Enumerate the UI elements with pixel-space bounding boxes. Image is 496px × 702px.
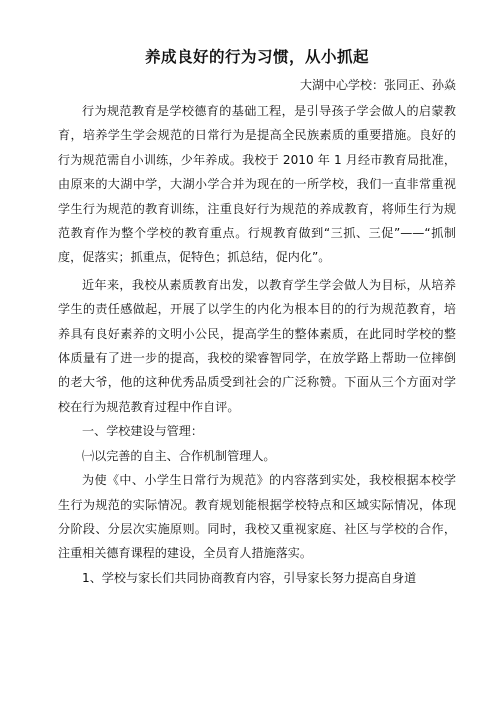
- paragraph-implementation: 为使《中、小学生日常行为规范》的内容落到实处，我校根据本校学生行为规范的实际情况。教育规划能根据学校特点和区域实际情况，体现分阶段、分层次实施原则。同时，我校又重视家庭、社区与学校的合作，注重相关德育课程的建设，全员育人措施落实。: [58, 473, 456, 561]
- section-heading: 一、学校建设与管理：: [82, 424, 203, 439]
- paragraph-intro: 行为规范教育是学校德育的基础工程，是引导孩子学会做人的启蒙教育，培养学生学会规范的日常行为是提高全民族素质的重要措施。良好的行为规范需自小训练，少年养成。我校于 2010 年 1 月经市教育局批准，由原来的大湖中学，大湖小学合并为现在的一所学校，我们一直非常重视学生行为规范的教育训练，注重良好行为规范的养成教育，将师生行为规范教育作为整个学校的教育重点。行规教育做到“三抓、三促”——“抓制度，促落实；抓重点，促特色；抓总结，促内化”。: [58, 104, 456, 265]
- paragraph-item-1: 1、学校与家长们共同协商教育内容，引导家长努力提高自身道: [82, 570, 417, 585]
- document-title: 养成良好的行为习惯，从小抓起: [144, 48, 369, 66]
- document-author: 大湖中心学校：张同正、孙焱: [299, 78, 456, 92]
- paragraph-recent-years: 近年来，我校从素质教育出发，以教育学生学会做人为目标，从培养学生的责任感做起，开展了以学生的内化为根本目的的行为规范教育，培养具有良好素养的文明小公民，提高学生的整体素质，在此同时学校的整体质量有了进一步的提高，我校的梁睿智同学，在放学路上帮助一位摔倒的老大爷，他的这种优秀品质受到社会的广泛称赞。下面从三个方面对学校在行为规范教育过程中作自评。: [58, 277, 456, 414]
- subsection-heading: ㈠以完善的自主、合作机制管理人。: [82, 448, 276, 463]
